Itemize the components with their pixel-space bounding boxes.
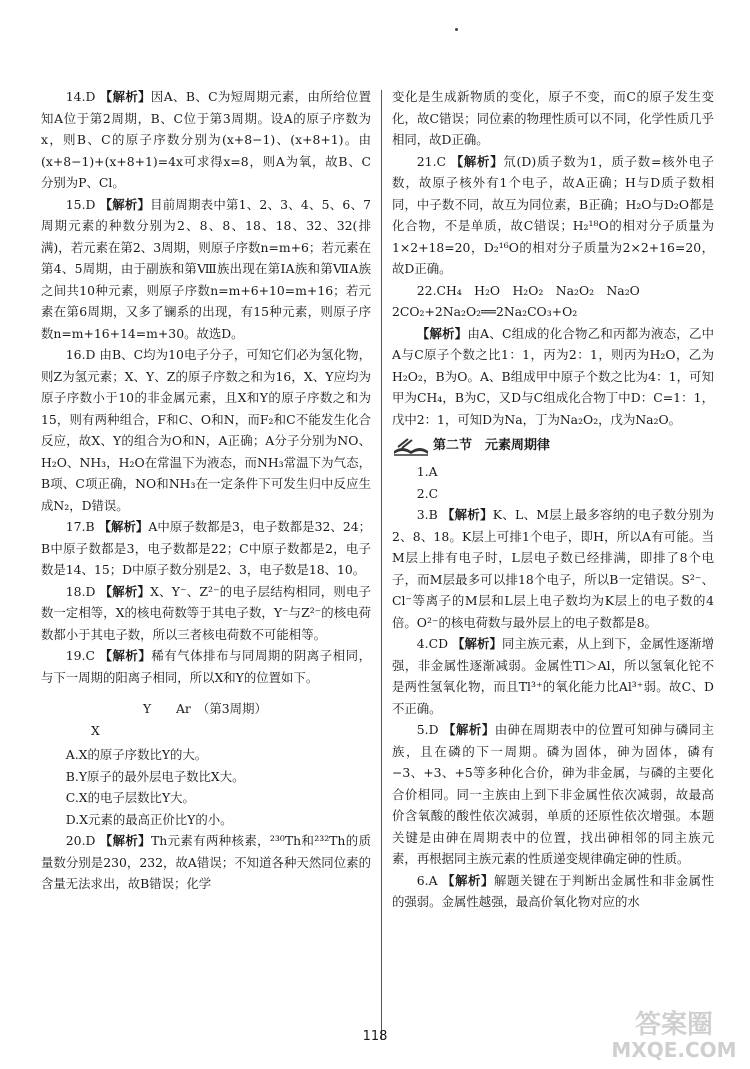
analysis-tag: 【解析】	[441, 507, 493, 522]
answer-key: 18.D	[65, 583, 100, 599]
answer-q22c	[392, 323, 714, 431]
answer-q20	[41, 830, 371, 895]
answer-key: 20.D	[65, 833, 100, 848]
answer-key: 2.C	[416, 485, 439, 501]
answer-q17	[41, 516, 371, 581]
answer-text: Th元素有两种核素，²³⁰Th和²³²Th的质量数分别是230，232，故A错误；不知道各种天然同位素的含量无法求出，故B错误；化学	[41, 833, 371, 891]
answer-text: 由砷在周期表中的位置可知砷与磷同主族，且在磷的下一周期。磷为固体，砷为固体，磷有−3、+3、+5等多种化合价，砷为非金属，与磷的主要化合价相同。同一主族由上到下非金属性依次减弱，故最高价含氧酸的酸性依次减弱，单质的还原性依次增强。本题关键是由砷在周期表中的位置，找出砷相邻的同主族元素，再根据同主族元素的性质递变规律确定砷的性质。	[392, 722, 714, 866]
answer-text: 稀有气体排布与同周期的阴离子相同，与下一周期的阳离子相同，所以X和Y的位置如下。	[41, 648, 372, 685]
option-item: D.X元素的最高正价比Y的小。	[65, 811, 233, 827]
option-item: A.X的原子序数比Y的大。	[65, 747, 208, 762]
answer-key: 4.CD	[416, 636, 453, 651]
answer-text: 解题关键在于判断出金属性和非金属性的强弱。金属性越强，最高价氧化物对应的水	[392, 872, 714, 909]
table-row-period-3: Y Ar （第3周期）	[143, 701, 267, 716]
answer-text: 目前周期表中第1、2、3、4、5、6、7周期元素的种数分别为2、8、8、18、18、32、32(排满)，若元素在第2、3周期，则原子序数n=m+6；若元素在第4、5周期，由于副族和第Ⅷ族出现在第ⅠA族和第ⅦA族之间共10种元素，则原子序数n=m+6+10=m+16；若元素在第6周期，又多了镧系的出现，有15种元素，则原子序数n=m+16+14=m+30。故选D。	[41, 196, 371, 341]
answer-s4	[392, 633, 714, 719]
answer-key: 15.D	[65, 196, 100, 212]
left-column	[41, 86, 371, 895]
answer-s3	[392, 504, 714, 633]
analysis-tag: 【解析】	[99, 196, 151, 212]
answer-s5	[392, 719, 714, 870]
answer-text: 因A、B、C为短周期元素，由所给位置知A位于第2周期，B、C位于第3周期。设A的原子序数为x，则B、C的原子序数分别为(x+8−1)、(x+8+1)。由(x+8−1)+(x+8+1)=4x可求得x=8，则A为氧，故B、C分别为P、Cl。	[41, 89, 371, 190]
svg-text:MXQE.COM: MXQE.COM	[611, 1038, 737, 1062]
answer-text: 同主族元素，从上到下，金属性逐渐增强，非金属性逐渐减弱。金属性Tl＞Al，所以氢氧化铊不是两性氢氧化物，而且Tl³⁺的氧化能力比Al³⁺弱。故C、D不正确。	[392, 636, 715, 716]
analysis-tag: 【解析】	[452, 636, 502, 651]
answer-text: 变化是生成新物质的变化，原子不变，而C的原子发生变化，故C错误；同位素的物理性质可以不同，化学性质几乎相同，故D正确。	[392, 89, 714, 147]
analysis-tag: 【解析】	[99, 583, 151, 599]
section-heading	[392, 435, 714, 457]
option-item: B.Y原子的最外层电子数比X大。	[65, 768, 245, 784]
analysis-tag: 【解析】	[99, 833, 151, 848]
answer-key: 17.B	[65, 519, 99, 534]
answer-q19	[41, 645, 371, 688]
table-row-x: X	[91, 722, 100, 738]
answer-key: 21.C	[416, 153, 451, 169]
answer-key: 3.B	[416, 507, 442, 522]
answer-key: 5.D	[416, 722, 444, 737]
right-column	[392, 86, 714, 913]
answer-key: 14.D	[65, 89, 100, 104]
analysis-tag: 【解析】	[442, 872, 494, 888]
page-number: 118	[362, 1029, 388, 1044]
answer-key: 19.C	[65, 648, 100, 663]
answer-key: 6.A	[416, 872, 443, 888]
answer-key: 1.A	[416, 464, 438, 479]
analysis-tag: 【解析】	[450, 153, 504, 169]
answer-text: A中原子数都是3，电子数都是32、24；B中原子数都是3，电子数都是22；C中原子数都是2，电子数是14、15；D中原子数分别是2、3，电子数是18、10。	[41, 519, 372, 577]
answer-text: X、Y⁻、Z²⁻的电子层结构相同，则电子数一定相等，X的核电荷数等于其电子数，Y⁻与Z²⁻的核电荷数都小于其电子数，所以三者核电荷数不可能相等。	[41, 583, 371, 642]
answer-text: 由A、C组成的化合物乙和丙都为液态，乙中A与C原子个数之比1：1，丙为2：1，则丙为H₂O，乙为H₂O₂，B为O。A、B组成甲中原子个数之比为4：1，可知甲为CH₄，B为C，又D与C组成化合物丁中D：C=1：1，戊中2：1，可知D为Na，丁为Na₂O₂，戊为Na₂O。	[392, 325, 714, 427]
answer-q21	[392, 151, 714, 280]
answer-q14	[41, 86, 371, 194]
analysis-tag: 【解析】	[99, 89, 151, 104]
answer-q22	[392, 280, 714, 302]
element-position-table	[41, 698, 371, 741]
watermark-logo	[604, 1003, 744, 1065]
svg-text:答案圈: 答案圈	[634, 1010, 714, 1040]
open-book-icon	[392, 435, 430, 457]
answer-text: K、L、M层上最多容纳的电子数分别为2、8、18。K层上可排1个电子，即H，所以A有可能。当M层上排有电子时，L层电子数已经排满，即排了8个电子，而M层最多可以排18个电子，所以B一定错误。S²⁻、Cl⁻等离子的M层和L层上电子数均为K层上的电子数的4倍。O²⁻的核电荷数与最外层上的电子数都是8。	[392, 507, 715, 630]
answer-q18	[41, 581, 371, 646]
analysis-tag: 【解析】	[416, 325, 468, 341]
column-divider	[381, 90, 382, 1040]
answer-cont	[392, 86, 714, 151]
analysis-tag: 【解析】	[99, 648, 152, 663]
analysis-tag: 【解析】	[443, 722, 495, 737]
answer-q15	[41, 194, 371, 345]
answer-text: 氘(D)质子数为1，质子数=核外电子数，故原子核外有1个电子，故A正确；H与D质子数相同，中子数不同，故互为同位素，B正确；H₂O与D₂O都是化合物，不是单质，故C错误；H₂¹⁸O的相对分子质量为1×2+18=20，D₂¹⁶O的相对分子质量为2×2+16=20，故D正确。	[392, 153, 715, 276]
answer-q16	[41, 344, 371, 516]
answer-key: 22.CH₄ H₂O H₂O₂ Na₂O₂ Na₂O	[416, 282, 640, 298]
option-item: C.X的电子层数比Y大。	[65, 790, 195, 805]
answer-s1	[392, 461, 714, 483]
answer-s6	[392, 870, 714, 913]
answer-s2	[392, 483, 714, 505]
section-title: 第二节 元素周期律	[433, 438, 551, 454]
analysis-tag: 【解析】	[98, 519, 149, 534]
answer-q22b	[392, 301, 714, 323]
answer-text: 2CO₂+2Na₂O₂══2Na₂CO₃+O₂	[392, 304, 578, 319]
answer-key: 16.D	[65, 347, 100, 362]
scan-speck	[455, 28, 458, 31]
answer-text: 由B、C均为10电子分子，可知它们必为氢化物，则Z为氢元素；X、Y、Z的原子序数之和为16，X、Y应均为原子序数小于10的非金属元素，且X和Y的原子序数之和为15，则有两种组合，F和C、O和N，而F₂和C不能发生化合反应，故X、Y的组合为O和N，A正确；A分子分别为NO、H₂O、NH₃，H₂O在常温下为液态，而NH₃常温下为气态，B项、C项正确，NO和NH₃在一定条件下可发生归中反应生成N₂，D错误。	[41, 347, 371, 513]
